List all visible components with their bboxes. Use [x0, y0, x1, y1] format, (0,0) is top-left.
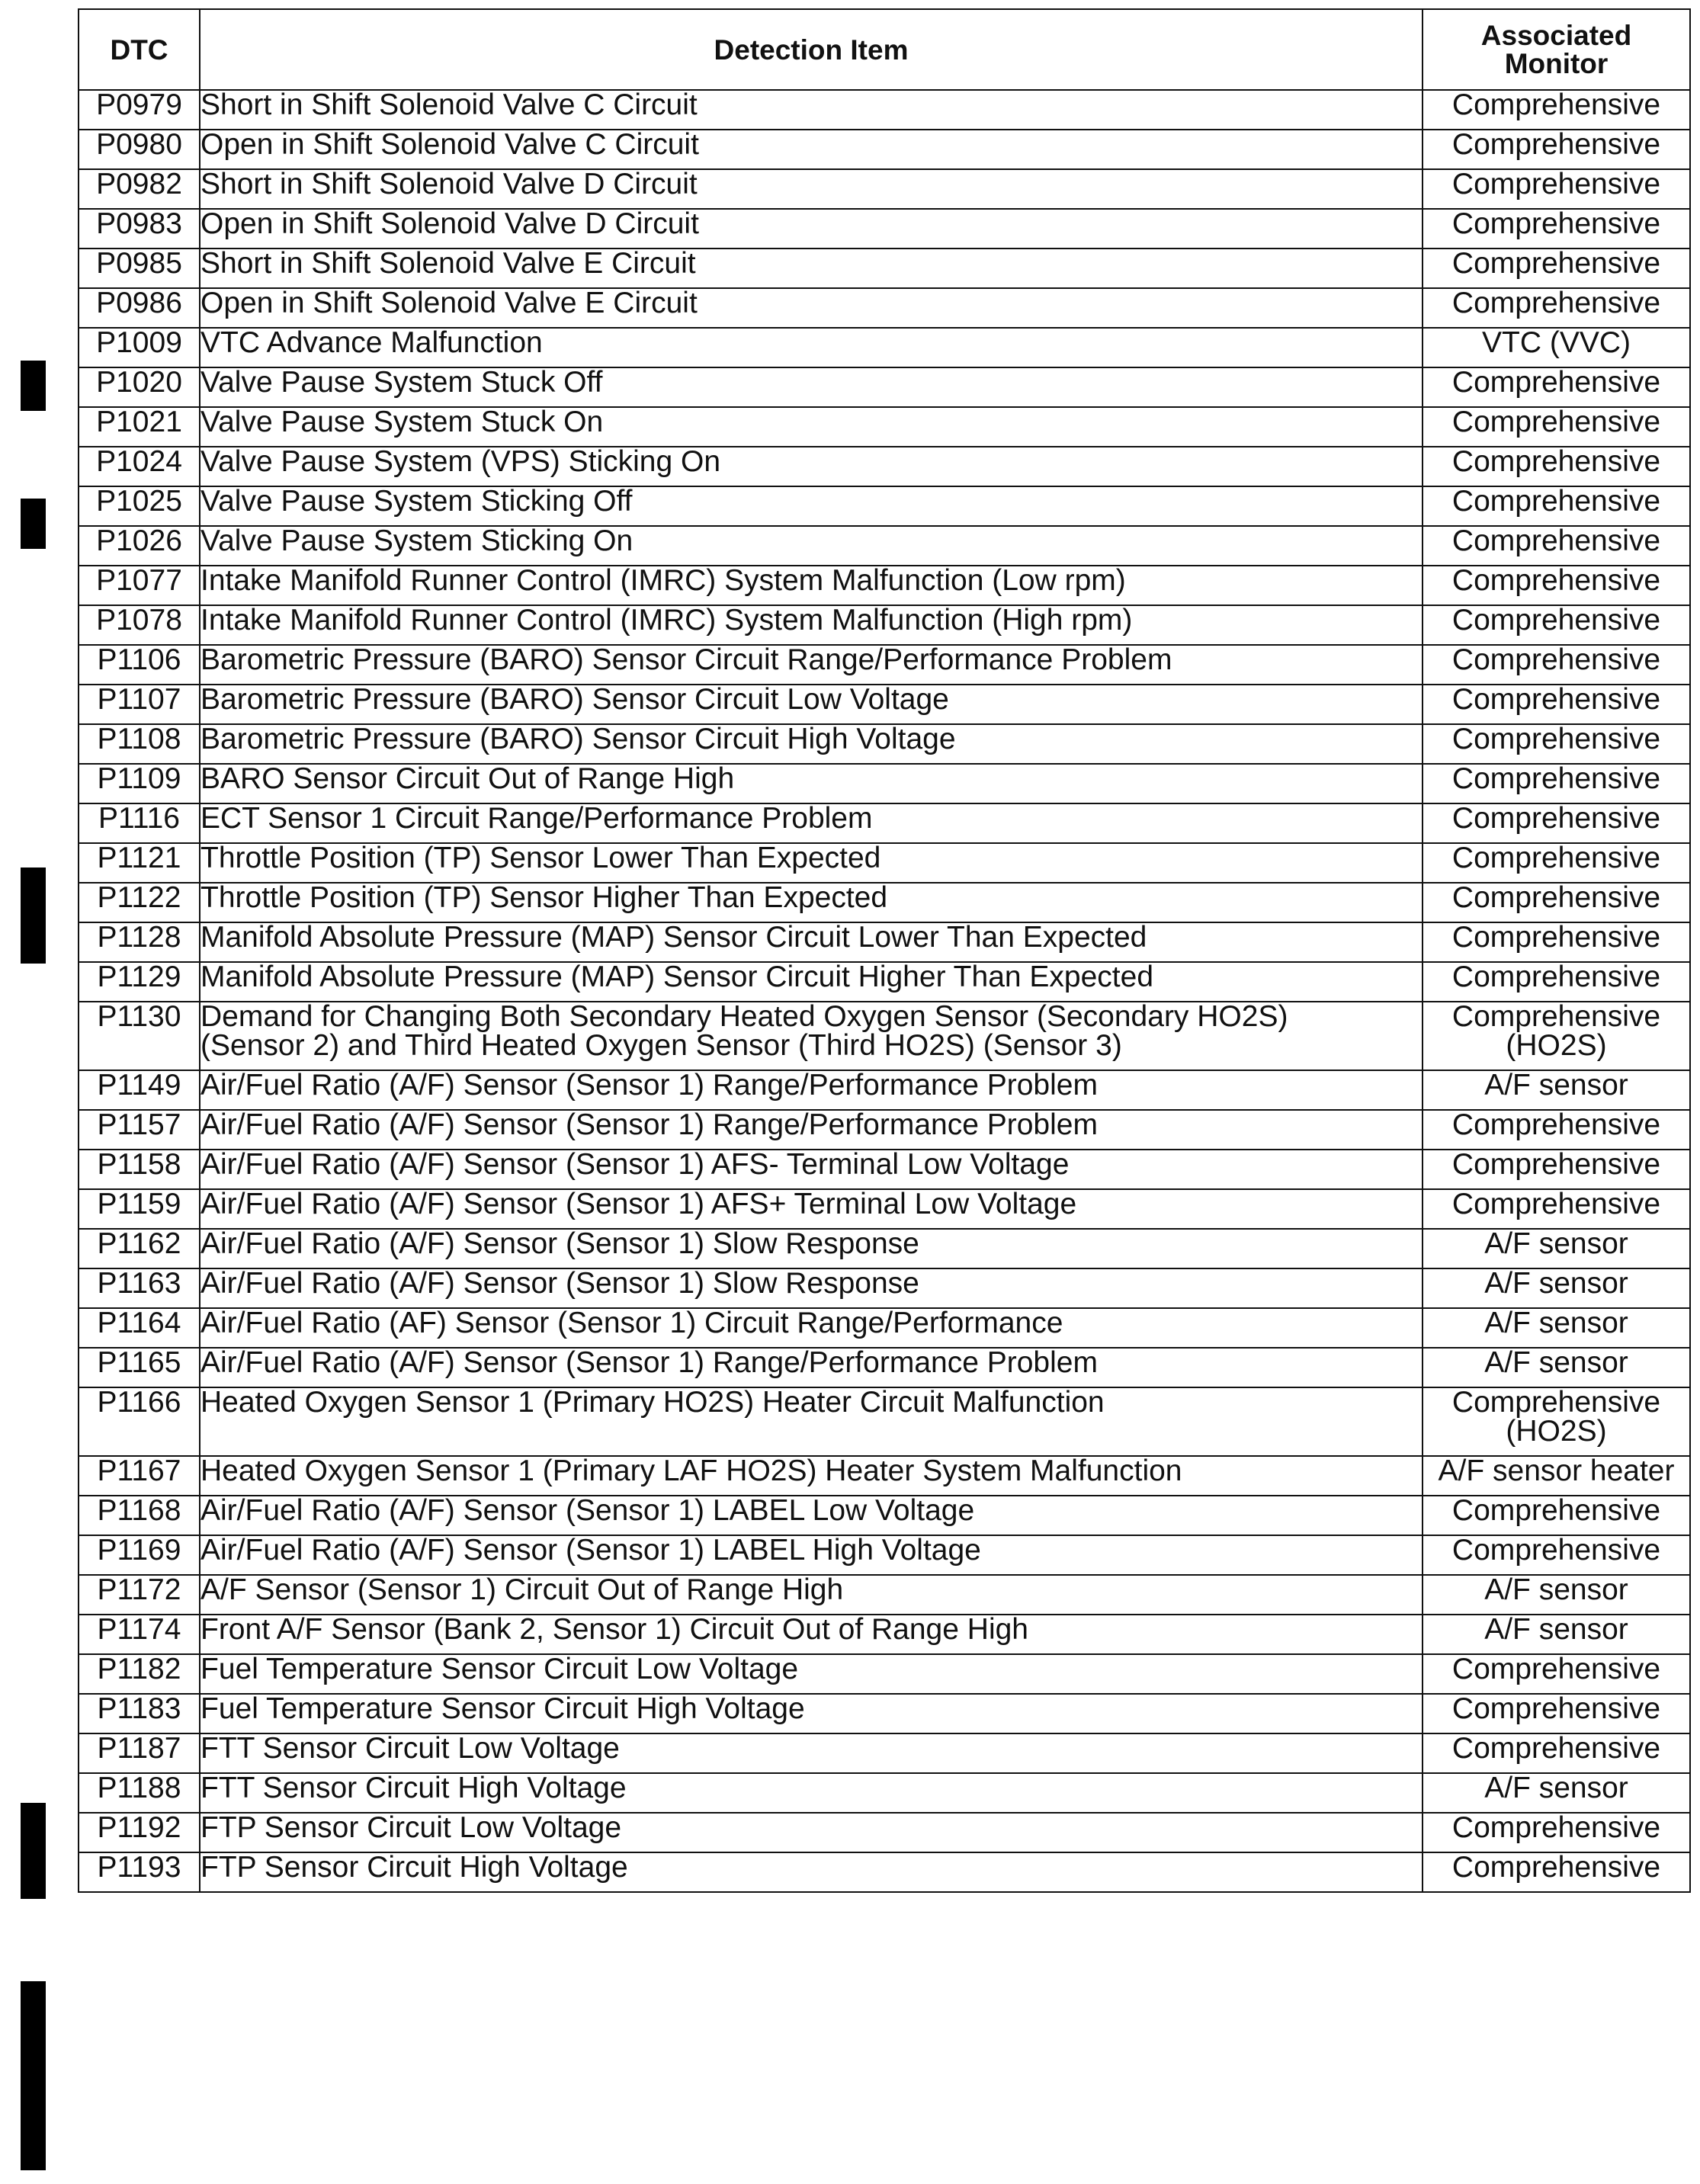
detection-item: [200, 605, 1423, 645]
associated-monitor-text: Comprehensive: [1451, 564, 1661, 597]
detection-item: [200, 130, 1423, 169]
detection-item-text-line2: (Sensor 2) and Third Heated Oxygen Sensor (Third HO2S) (Sensor 3): [200, 1029, 1122, 1062]
dtc-code: P1167: [79, 1456, 200, 1496]
detection-item-text: ECT Sensor 1 Circuit Range/Performance Problem: [200, 802, 873, 835]
associated-monitor-text: A/F sensor heater: [1438, 1454, 1675, 1487]
revision-bar: [21, 499, 46, 549]
associated-monitor-text: Comprehensive: [1451, 366, 1661, 399]
table-row: [79, 1773, 1690, 1813]
associated-monitor: [1423, 90, 1690, 130]
detection-item-text: Barometric Pressure (BARO) Sensor Circuit High Voltage: [200, 723, 956, 755]
detection-item: [200, 169, 1423, 209]
detection-item-text: Air/Fuel Ratio (A/F) Sensor (Sensor 1) Slow Response: [200, 1227, 919, 1260]
associated-monitor: [1423, 764, 1690, 803]
dtc-code: P0982: [79, 169, 200, 209]
associated-monitor-text: Comprehensive: [1451, 842, 1661, 874]
detection-item: [200, 1189, 1423, 1229]
associated-monitor-text: Comprehensive: [1451, 643, 1661, 676]
detection-item-text: Demand for Changing Both Secondary Heated Oxygen Sensor (Secondary HO2S): [200, 1000, 1288, 1033]
associated-monitor-text: A/F sensor: [1484, 1069, 1628, 1102]
detection-item: [200, 645, 1423, 685]
table-row: [79, 1348, 1690, 1387]
associated-monitor-text: Comprehensive: [1451, 1000, 1661, 1033]
associated-monitor-text: Comprehensive: [1451, 802, 1661, 835]
detection-item-text: BARO Sensor Circuit Out of Range High: [200, 762, 735, 795]
associated-monitor-text: Comprehensive: [1451, 445, 1661, 478]
associated-monitor-text: A/F sensor: [1484, 1573, 1628, 1606]
table-row: [79, 1615, 1690, 1654]
dtc-code: P1163: [79, 1268, 200, 1308]
table-row: [79, 1496, 1690, 1535]
table-row: [79, 922, 1690, 962]
associated-monitor-text: Comprehensive: [1451, 1386, 1661, 1419]
dtc-code: P1168: [79, 1496, 200, 1535]
table-row: [79, 764, 1690, 803]
associated-monitor-text: Comprehensive: [1451, 683, 1661, 716]
dtc-code: P0980: [79, 130, 200, 169]
table-row: [79, 1733, 1690, 1773]
dtc-code: P1192: [79, 1813, 200, 1852]
table-row: [79, 328, 1690, 367]
detection-item: [200, 367, 1423, 407]
detection-item: [200, 1308, 1423, 1348]
associated-monitor: [1423, 407, 1690, 447]
detection-item: [200, 209, 1423, 249]
detection-item-text: Valve Pause System Sticking On: [200, 524, 633, 557]
column-header-dtc: DTC: [79, 9, 200, 90]
associated-monitor-text: Comprehensive: [1451, 604, 1661, 637]
associated-monitor-text: Comprehensive: [1451, 287, 1661, 319]
detection-item-text: Intake Manifold Runner Control (IMRC) System Malfunction (Low rpm): [200, 564, 1126, 597]
associated-monitor-text: Comprehensive: [1451, 128, 1661, 161]
dtc-code: P1109: [79, 764, 200, 803]
detection-item-text: Air/Fuel Ratio (A/F) Sensor (Sensor 1) AFS+ Terminal Low Voltage: [200, 1188, 1077, 1220]
associated-monitor: [1423, 843, 1690, 883]
detection-item-text: Valve Pause System Sticking Off: [200, 485, 633, 518]
table-row: [79, 962, 1690, 1002]
detection-item-text: Heated Oxygen Sensor 1 (Primary LAF HO2S) Heater System Malfunction: [200, 1454, 1182, 1487]
detection-item-text: Intake Manifold Runner Control (IMRC) System Malfunction (High rpm): [200, 604, 1133, 637]
associated-monitor-text: Comprehensive: [1451, 406, 1661, 438]
associated-monitor: [1423, 1456, 1690, 1496]
detection-item: [200, 1535, 1423, 1575]
dtc-code: P0985: [79, 249, 200, 288]
table-row: [79, 1575, 1690, 1615]
dtc-code: P1121: [79, 843, 200, 883]
associated-monitor-text: A/F sensor: [1484, 1346, 1628, 1379]
associated-monitor-text: VTC (VVC): [1482, 326, 1631, 359]
detection-item: [200, 962, 1423, 1002]
dtc-code: P1159: [79, 1189, 200, 1229]
table-row: [79, 566, 1690, 605]
associated-monitor: [1423, 1229, 1690, 1268]
dtc-code: P1157: [79, 1110, 200, 1150]
detection-item: [200, 1654, 1423, 1694]
associated-monitor-text: A/F sensor: [1484, 1227, 1628, 1260]
associated-monitor: [1423, 367, 1690, 407]
detection-item-text: Throttle Position (TP) Sensor Higher Than Expected: [200, 881, 888, 914]
detection-item: [200, 1694, 1423, 1733]
detection-item: [200, 724, 1423, 764]
associated-monitor: [1423, 1773, 1690, 1813]
associated-monitor: [1423, 1575, 1690, 1615]
associated-monitor: [1423, 962, 1690, 1002]
table-row: [79, 1268, 1690, 1308]
associated-monitor-text: Comprehensive: [1451, 1692, 1661, 1725]
dtc-code: P1025: [79, 486, 200, 526]
table-row: [79, 1150, 1690, 1189]
associated-monitor-text-line2: (HO2S): [1506, 1029, 1607, 1062]
associated-monitor-text: Comprehensive: [1451, 247, 1661, 280]
table-row: [79, 1070, 1690, 1110]
detection-item: [200, 1496, 1423, 1535]
table-row: [79, 1308, 1690, 1348]
table-row: [79, 1813, 1690, 1852]
table-row: [79, 605, 1690, 645]
associated-monitor: [1423, 1189, 1690, 1229]
table-row: [79, 1694, 1690, 1733]
dtc-code: P1130: [79, 1002, 200, 1070]
associated-monitor-text: Comprehensive: [1451, 1653, 1661, 1685]
dtc-code: P1164: [79, 1308, 200, 1348]
table-row: [79, 803, 1690, 843]
detection-item: [200, 407, 1423, 447]
detection-item: [200, 526, 1423, 566]
table-row: [79, 1110, 1690, 1150]
detection-item-text: Short in Shift Solenoid Valve E Circuit: [200, 247, 696, 280]
detection-item-text: Manifold Absolute Pressure (MAP) Sensor Circuit Lower Than Expected: [200, 921, 1147, 954]
detection-item-text: Valve Pause System Stuck Off: [200, 366, 603, 399]
dtc-code: P1187: [79, 1733, 200, 1773]
detection-item-text: FTP Sensor Circuit Low Voltage: [200, 1811, 622, 1844]
dtc-code: P1107: [79, 685, 200, 724]
detection-item: [200, 1150, 1423, 1189]
table-row: [79, 169, 1690, 209]
dtc-code: P1106: [79, 645, 200, 685]
associated-monitor: [1423, 685, 1690, 724]
associated-monitor-text: Comprehensive: [1451, 524, 1661, 557]
table-row: [79, 645, 1690, 685]
table-row: [79, 724, 1690, 764]
detection-item-text: Air/Fuel Ratio (A/F) Sensor (Sensor 1) Range/Performance Problem: [200, 1108, 1098, 1141]
detection-item: [200, 843, 1423, 883]
associated-monitor-text: A/F sensor: [1484, 1267, 1628, 1300]
table-row: [79, 1189, 1690, 1229]
detection-item: [200, 1575, 1423, 1615]
associated-monitor-text: A/F sensor: [1484, 1307, 1628, 1339]
dtc-code: P1021: [79, 407, 200, 447]
table-row: [79, 843, 1690, 883]
detection-item-text: FTT Sensor Circuit Low Voltage: [200, 1732, 620, 1765]
header-row: [79, 9, 1690, 90]
dtc-code: P1078: [79, 605, 200, 645]
dtc-code: P1020: [79, 367, 200, 407]
table-row: [79, 1456, 1690, 1496]
dtc-code: P1122: [79, 883, 200, 922]
associated-monitor: [1423, 1387, 1690, 1456]
associated-monitor: [1423, 328, 1690, 367]
detection-item-text: Heated Oxygen Sensor 1 (Primary HO2S) Heater Circuit Malfunction: [200, 1386, 1105, 1419]
associated-monitor-text: Comprehensive: [1451, 1148, 1661, 1181]
detection-item-text: VTC Advance Malfunction: [200, 326, 543, 359]
associated-monitor: [1423, 1733, 1690, 1773]
detection-item-text: Air/Fuel Ratio (A/F) Sensor (Sensor 1) LABEL Low Voltage: [200, 1494, 975, 1527]
detection-item: [200, 1348, 1423, 1387]
detection-item: [200, 1002, 1423, 1070]
associated-monitor: [1423, 249, 1690, 288]
associated-monitor-text-line2: (HO2S): [1506, 1415, 1607, 1448]
detection-item-text: FTT Sensor Circuit High Voltage: [200, 1772, 627, 1804]
detection-item-text: Air/Fuel Ratio (A/F) Sensor (Sensor 1) Slow Response: [200, 1267, 919, 1300]
dtc-code: P0983: [79, 209, 200, 249]
detection-item-text: Air/Fuel Ratio (A/F) Sensor (Sensor 1) Range/Performance Problem: [200, 1346, 1098, 1379]
dtc-code: P1172: [79, 1575, 200, 1615]
detection-item-text: Open in Shift Solenoid Valve D Circuit: [200, 207, 699, 240]
dtc-code: P1174: [79, 1615, 200, 1654]
detection-item: [200, 803, 1423, 843]
revision-bar: [21, 1803, 46, 1899]
associated-monitor: [1423, 1813, 1690, 1852]
dtc-code: P1158: [79, 1150, 200, 1189]
detection-item: [200, 1813, 1423, 1852]
associated-monitor: [1423, 724, 1690, 764]
associated-monitor-text: Comprehensive: [1451, 88, 1661, 121]
detection-item-text: Front A/F Sensor (Bank 2, Sensor 1) Circuit Out of Range High: [200, 1613, 1028, 1646]
table-row: [79, 209, 1690, 249]
table-row: [79, 1654, 1690, 1694]
detection-item-text: Fuel Temperature Sensor Circuit Low Voltage: [200, 1653, 799, 1685]
detection-item: [200, 883, 1423, 922]
detection-item: [200, 328, 1423, 367]
detection-item: [200, 486, 1423, 526]
associated-monitor-text: Comprehensive: [1451, 1534, 1661, 1567]
revision-bar: [21, 361, 46, 411]
associated-monitor-text: A/F sensor: [1484, 1772, 1628, 1804]
associated-monitor: [1423, 1268, 1690, 1308]
associated-monitor: [1423, 130, 1690, 169]
detection-item-text: Throttle Position (TP) Sensor Lower Than Expected: [200, 842, 881, 874]
detection-item-text: Valve Pause System Stuck On: [200, 406, 604, 438]
associated-monitor: [1423, 1070, 1690, 1110]
table-row: [79, 288, 1690, 328]
associated-monitor: [1423, 1615, 1690, 1654]
associated-monitor-text: Comprehensive: [1451, 1851, 1661, 1884]
table-row: [79, 407, 1690, 447]
dtc-code: P1183: [79, 1694, 200, 1733]
detection-item-text: FTP Sensor Circuit High Voltage: [200, 1851, 628, 1884]
table-row: [79, 486, 1690, 526]
detection-item: [200, 1733, 1423, 1773]
detection-item-text: Air/Fuel Ratio (A/F) Sensor (Sensor 1) AFS- Terminal Low Voltage: [200, 1148, 1070, 1181]
associated-monitor: [1423, 486, 1690, 526]
dtc-code: P1182: [79, 1654, 200, 1694]
associated-monitor-text: Comprehensive: [1451, 168, 1661, 200]
detection-item: [200, 1456, 1423, 1496]
table-row: [79, 367, 1690, 407]
associated-monitor-text: Comprehensive: [1451, 1811, 1661, 1844]
revision-bar: [21, 868, 46, 964]
table-row: [79, 249, 1690, 288]
detection-item-text: Air/Fuel Ratio (A/F) Sensor (Sensor 1) LABEL High Voltage: [200, 1534, 981, 1567]
detection-item-text: Barometric Pressure (BARO) Sensor Circuit Range/Performance Problem: [200, 643, 1172, 676]
associated-monitor-text: Comprehensive: [1451, 921, 1661, 954]
associated-monitor: [1423, 526, 1690, 566]
dtc-code: P1165: [79, 1348, 200, 1387]
associated-monitor-text: Comprehensive: [1451, 1108, 1661, 1141]
detection-item: [200, 1070, 1423, 1110]
dtc-code: P1169: [79, 1535, 200, 1575]
detection-item: [200, 1852, 1423, 1892]
detection-item-text: Short in Shift Solenoid Valve D Circuit: [200, 168, 698, 200]
detection-item: [200, 764, 1423, 803]
dtc-code: P1108: [79, 724, 200, 764]
associated-monitor: [1423, 1654, 1690, 1694]
detection-item-text: A/F Sensor (Sensor 1) Circuit Out of Range High: [200, 1573, 844, 1606]
detection-item: [200, 1773, 1423, 1813]
revision-bar: [21, 1981, 46, 2170]
column-header-detection-item: Detection Item: [200, 9, 1423, 90]
associated-monitor: [1423, 1110, 1690, 1150]
associated-monitor: [1423, 1694, 1690, 1733]
detection-item-text: Fuel Temperature Sensor Circuit High Voltage: [200, 1692, 805, 1725]
table-row: [79, 1535, 1690, 1575]
associated-monitor: [1423, 1535, 1690, 1575]
detection-item-text: Barometric Pressure (BARO) Sensor Circuit Low Voltage: [200, 683, 949, 716]
table-row: [79, 130, 1690, 169]
dtc-code: P1193: [79, 1852, 200, 1892]
associated-monitor-text: Comprehensive: [1451, 485, 1661, 518]
associated-monitor-text: A/F sensor: [1484, 1613, 1628, 1646]
detection-item-text: Open in Shift Solenoid Valve C Circuit: [200, 128, 699, 161]
associated-monitor: [1423, 1150, 1690, 1189]
dtc-table: [78, 8, 1691, 1893]
associated-monitor: [1423, 1852, 1690, 1892]
associated-monitor: [1423, 288, 1690, 328]
associated-monitor: [1423, 209, 1690, 249]
table-row: [79, 90, 1690, 130]
dtc-code: P1149: [79, 1070, 200, 1110]
detection-item-text: Air/Fuel Ratio (AF) Sensor (Sensor 1) Circuit Range/Performance: [200, 1307, 1063, 1339]
associated-monitor: [1423, 803, 1690, 843]
detection-item: [200, 249, 1423, 288]
dtc-code: P1166: [79, 1387, 200, 1456]
table-row: [79, 447, 1690, 486]
dtc-code: P1162: [79, 1229, 200, 1268]
associated-monitor-text: Comprehensive: [1451, 961, 1661, 993]
associated-monitor-text: Comprehensive: [1451, 1188, 1661, 1220]
associated-monitor: [1423, 883, 1690, 922]
associated-monitor-text: Comprehensive: [1451, 881, 1661, 914]
associated-monitor-text: Comprehensive: [1451, 723, 1661, 755]
dtc-code: P1128: [79, 922, 200, 962]
detection-item: [200, 1387, 1423, 1456]
dtc-code: P1188: [79, 1773, 200, 1813]
dtc-code: P1077: [79, 566, 200, 605]
detection-item: [200, 288, 1423, 328]
associated-monitor: [1423, 922, 1690, 962]
associated-monitor-text: Comprehensive: [1451, 762, 1661, 795]
table-row: [79, 1387, 1690, 1456]
table-row: [79, 685, 1690, 724]
associated-monitor: [1423, 1496, 1690, 1535]
dtc-code: P1129: [79, 962, 200, 1002]
associated-monitor: [1423, 447, 1690, 486]
detection-item: [200, 1110, 1423, 1150]
detection-item: [200, 447, 1423, 486]
associated-monitor: [1423, 1348, 1690, 1387]
detection-item: [200, 922, 1423, 962]
detection-item-text: Valve Pause System (VPS) Sticking On: [200, 445, 721, 478]
associated-monitor: [1423, 645, 1690, 685]
table-row: [79, 883, 1690, 922]
detection-item: [200, 1268, 1423, 1308]
associated-monitor: [1423, 1002, 1690, 1070]
associated-monitor: [1423, 1308, 1690, 1348]
detection-item: [200, 685, 1423, 724]
table-row: [79, 1852, 1690, 1892]
table-row: [79, 1229, 1690, 1268]
dtc-code: P1009: [79, 328, 200, 367]
table-row: [79, 1002, 1690, 1070]
detection-item: [200, 90, 1423, 130]
detection-item: [200, 1229, 1423, 1268]
dtc-code: P1116: [79, 803, 200, 843]
detection-item-text: Air/Fuel Ratio (A/F) Sensor (Sensor 1) Range/Performance Problem: [200, 1069, 1098, 1102]
table-row: [79, 526, 1690, 566]
dtc-code: P0979: [79, 90, 200, 130]
associated-monitor: [1423, 566, 1690, 605]
dtc-code: P1026: [79, 526, 200, 566]
associated-monitor-text: Comprehensive: [1451, 207, 1661, 240]
dtc-code: P0986: [79, 288, 200, 328]
detection-item-text: Manifold Absolute Pressure (MAP) Sensor Circuit Higher Than Expected: [200, 961, 1154, 993]
detection-item: [200, 1615, 1423, 1654]
associated-monitor-label: Associated Monitor: [1480, 20, 1632, 79]
associated-monitor: [1423, 169, 1690, 209]
detection-item: [200, 566, 1423, 605]
detection-item-text: Short in Shift Solenoid Valve C Circuit: [200, 88, 698, 121]
associated-monitor-text: Comprehensive: [1451, 1732, 1661, 1765]
column-header-associated-monitor: [1423, 9, 1690, 90]
dtc-code: P1024: [79, 447, 200, 486]
associated-monitor: [1423, 605, 1690, 645]
associated-monitor-text: Comprehensive: [1451, 1494, 1661, 1527]
detection-item-text: Open in Shift Solenoid Valve E Circuit: [200, 287, 698, 319]
